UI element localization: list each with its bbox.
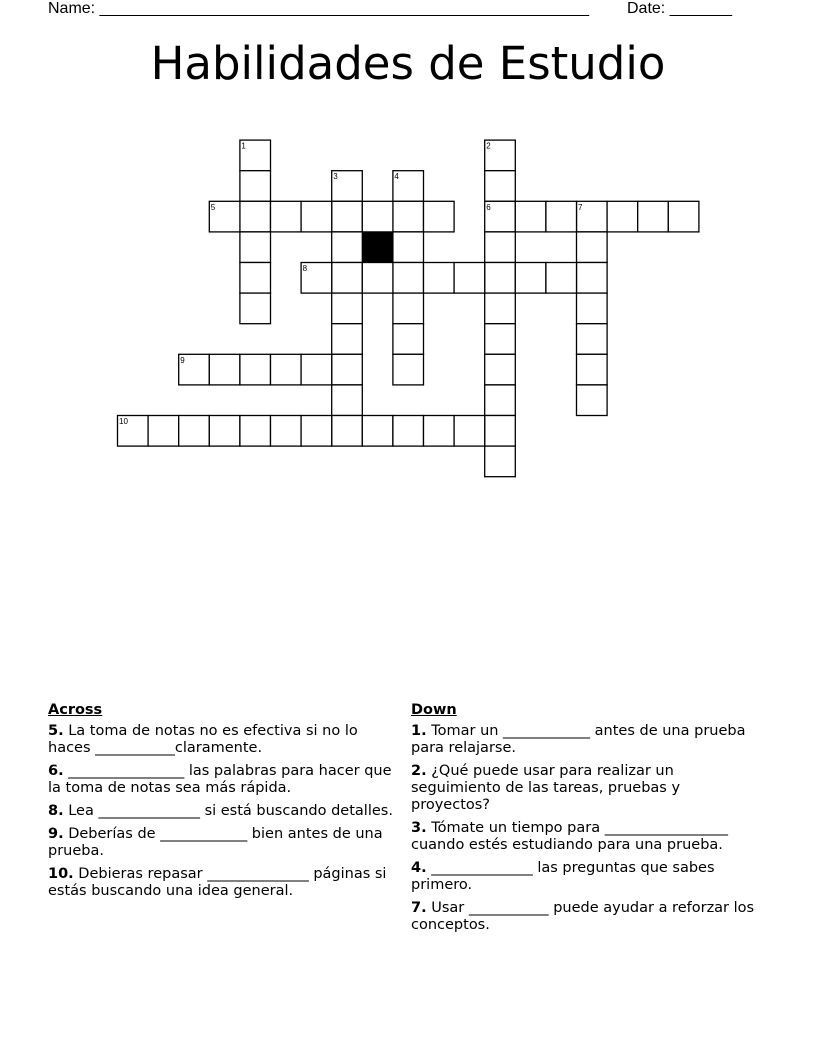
- crossword-cell[interactable]: [332, 263, 363, 294]
- clue-text: Lea ______________ si está buscando detalles.: [63, 803, 393, 819]
- crossword-cell[interactable]: [668, 201, 699, 232]
- crossword-cell[interactable]: [454, 263, 485, 294]
- clue-down-4: [411, 860, 756, 894]
- clue-down-7: [411, 900, 756, 934]
- crossword-cell[interactable]: [362, 201, 393, 232]
- crossword-cell[interactable]: [485, 293, 516, 324]
- crossword-cell[interactable]: [148, 416, 179, 447]
- crossword-cell[interactable]: [485, 201, 516, 232]
- crossword-cell[interactable]: [240, 201, 271, 232]
- clue-number-label: 5: [210, 202, 216, 212]
- crossword-cell[interactable]: [301, 201, 332, 232]
- clue-number: 9.: [48, 826, 64, 842]
- crossword-cell[interactable]: [332, 232, 363, 263]
- clue-text: Tomar un ____________ antes de una prueba para relajarse.: [411, 723, 746, 756]
- clue-text: La toma de notas no es efectiva si no lo haces ___________claramente.: [48, 723, 358, 756]
- clue-text: Debieras repasar ______________ páginas si estás buscando una idea general.: [48, 866, 387, 899]
- clue-number: 8.: [48, 803, 64, 819]
- crossword-cell[interactable]: [577, 324, 608, 355]
- crossword-cell[interactable]: [424, 416, 455, 447]
- clue-number: 2.: [411, 763, 427, 779]
- clue-across-5: [48, 723, 393, 757]
- crossword-cell[interactable]: [546, 201, 577, 232]
- down-clues: [411, 702, 756, 940]
- crossword-cell[interactable]: [271, 201, 302, 232]
- crossword-cell[interactable]: [332, 201, 363, 232]
- crossword-cell[interactable]: [577, 385, 608, 416]
- clue-number: 3.: [411, 820, 427, 836]
- crossword-cell[interactable]: [393, 171, 424, 202]
- crossword-cell[interactable]: [546, 263, 577, 294]
- crossword-cell[interactable]: [271, 354, 302, 385]
- clue-number-label: 4: [394, 172, 399, 182]
- crossword-cell[interactable]: [393, 201, 424, 232]
- crossword-cell[interactable]: [209, 354, 240, 385]
- crossword-cell[interactable]: [240, 232, 271, 263]
- crossword-cell[interactable]: [424, 201, 455, 232]
- date-field-label: Date: _______: [627, 0, 732, 17]
- crossword-cell[interactable]: [515, 263, 546, 294]
- clue-text: Deberías de ____________ bien antes de una prueba.: [48, 826, 383, 859]
- clue-number: 5.: [48, 723, 64, 739]
- clue-number-label: 7: [578, 202, 583, 212]
- clue-down-2: [411, 763, 756, 814]
- crossword-cell[interactable]: [332, 354, 363, 385]
- crossword-cell[interactable]: [577, 354, 608, 385]
- crossword-cell[interactable]: [179, 416, 210, 447]
- crossword-cell[interactable]: [577, 201, 608, 232]
- clue-number: 7.: [411, 900, 427, 916]
- clue-number-label: 8: [302, 264, 308, 273]
- crossword-cell[interactable]: [332, 324, 363, 355]
- crossword-cell[interactable]: [485, 446, 516, 477]
- crossword-cell[interactable]: [393, 263, 424, 294]
- crossword-cell[interactable]: [485, 232, 516, 263]
- crossword-cell[interactable]: [240, 416, 271, 447]
- crossword-cell[interactable]: [362, 416, 393, 447]
- clue-text: Usar ___________ puede ayudar a reforzar los conceptos.: [411, 900, 755, 933]
- crossword-cell[interactable]: [240, 171, 271, 202]
- clue-across-8: [48, 803, 393, 820]
- clue-text: Tómate un tiempo para _________________ cuando estés estudiando para una prueba.: [411, 820, 728, 853]
- clue-number-label: 6: [486, 202, 491, 212]
- crossword-cell[interactable]: [240, 263, 271, 294]
- crossword-cell[interactable]: [240, 293, 271, 324]
- clue-across-10: [48, 866, 393, 900]
- crossword-cell[interactable]: [332, 293, 363, 324]
- crossword-cell[interactable]: [485, 324, 516, 355]
- crossword-cell[interactable]: [393, 324, 424, 355]
- name-field-label: Name: _______________________________________________________: [48, 0, 589, 17]
- crossword-cell[interactable]: [118, 416, 149, 447]
- clue-number: 4.: [411, 860, 427, 876]
- crossword-cell[interactable]: [607, 201, 638, 232]
- black-cell: [362, 232, 393, 263]
- crossword-cell[interactable]: [515, 201, 546, 232]
- crossword-cell[interactable]: [638, 201, 669, 232]
- clue-number: 1.: [411, 723, 427, 739]
- crossword-cell[interactable]: [209, 416, 240, 447]
- crossword-cell[interactable]: [332, 385, 363, 416]
- crossword-cell[interactable]: [332, 171, 363, 202]
- crossword-cell[interactable]: [393, 232, 424, 263]
- down-heading: Down: [411, 702, 457, 718]
- across-heading: Across: [48, 702, 103, 718]
- clue-across-6: [48, 763, 393, 797]
- crossword-cell[interactable]: [577, 232, 608, 263]
- clue-down-1: [411, 723, 756, 757]
- clue-text: ________________ las palabras para hacer que la toma de notas sea más rápida.: [48, 763, 392, 796]
- crossword-cell[interactable]: [240, 354, 271, 385]
- clue-number-label: 2: [486, 141, 491, 151]
- crossword-cell[interactable]: [424, 263, 455, 294]
- crossword-cell[interactable]: [485, 385, 516, 416]
- crossword-cell[interactable]: [577, 263, 608, 294]
- crossword-cell[interactable]: [485, 140, 516, 171]
- crossword-cell[interactable]: [485, 416, 516, 447]
- clue-down-3: [411, 820, 756, 854]
- crossword-cell[interactable]: [577, 293, 608, 324]
- clue-number-label: 3: [333, 172, 338, 182]
- crossword-cell[interactable]: [179, 354, 210, 385]
- crossword-cell[interactable]: [332, 416, 363, 447]
- crossword-cell[interactable]: [485, 354, 516, 385]
- crossword-cell[interactable]: [393, 293, 424, 324]
- clue-number-label: 10: [119, 417, 128, 426]
- crossword-cell[interactable]: [301, 263, 332, 294]
- clue-number-label: 9: [180, 355, 185, 365]
- clue-number-label: 1: [241, 141, 246, 151]
- crossword-cell[interactable]: [485, 171, 516, 202]
- crossword-cell[interactable]: [240, 140, 271, 171]
- clue-across-9: [48, 826, 393, 860]
- clue-text: ______________ las preguntas que sabes primero.: [411, 860, 715, 893]
- crossword-cell[interactable]: [454, 416, 485, 447]
- page-title: Habilidades de Estudio: [150, 37, 666, 90]
- clue-number: 6.: [48, 763, 64, 779]
- crossword-cell[interactable]: [271, 416, 302, 447]
- clue-number: 10.: [48, 866, 74, 882]
- crossword-cell[interactable]: [301, 416, 332, 447]
- crossword-cell[interactable]: [301, 354, 332, 385]
- clue-text: ¿Qué puede usar para realizar un seguimiento de las tareas, pruebas y proyectos?: [411, 763, 681, 813]
- crossword-cell[interactable]: [393, 416, 424, 447]
- crossword-cell[interactable]: [209, 201, 240, 232]
- across-clues: [48, 702, 393, 906]
- crossword-cell[interactable]: [362, 263, 393, 294]
- crossword-cell[interactable]: [485, 263, 516, 294]
- crossword-cell[interactable]: [393, 354, 424, 385]
